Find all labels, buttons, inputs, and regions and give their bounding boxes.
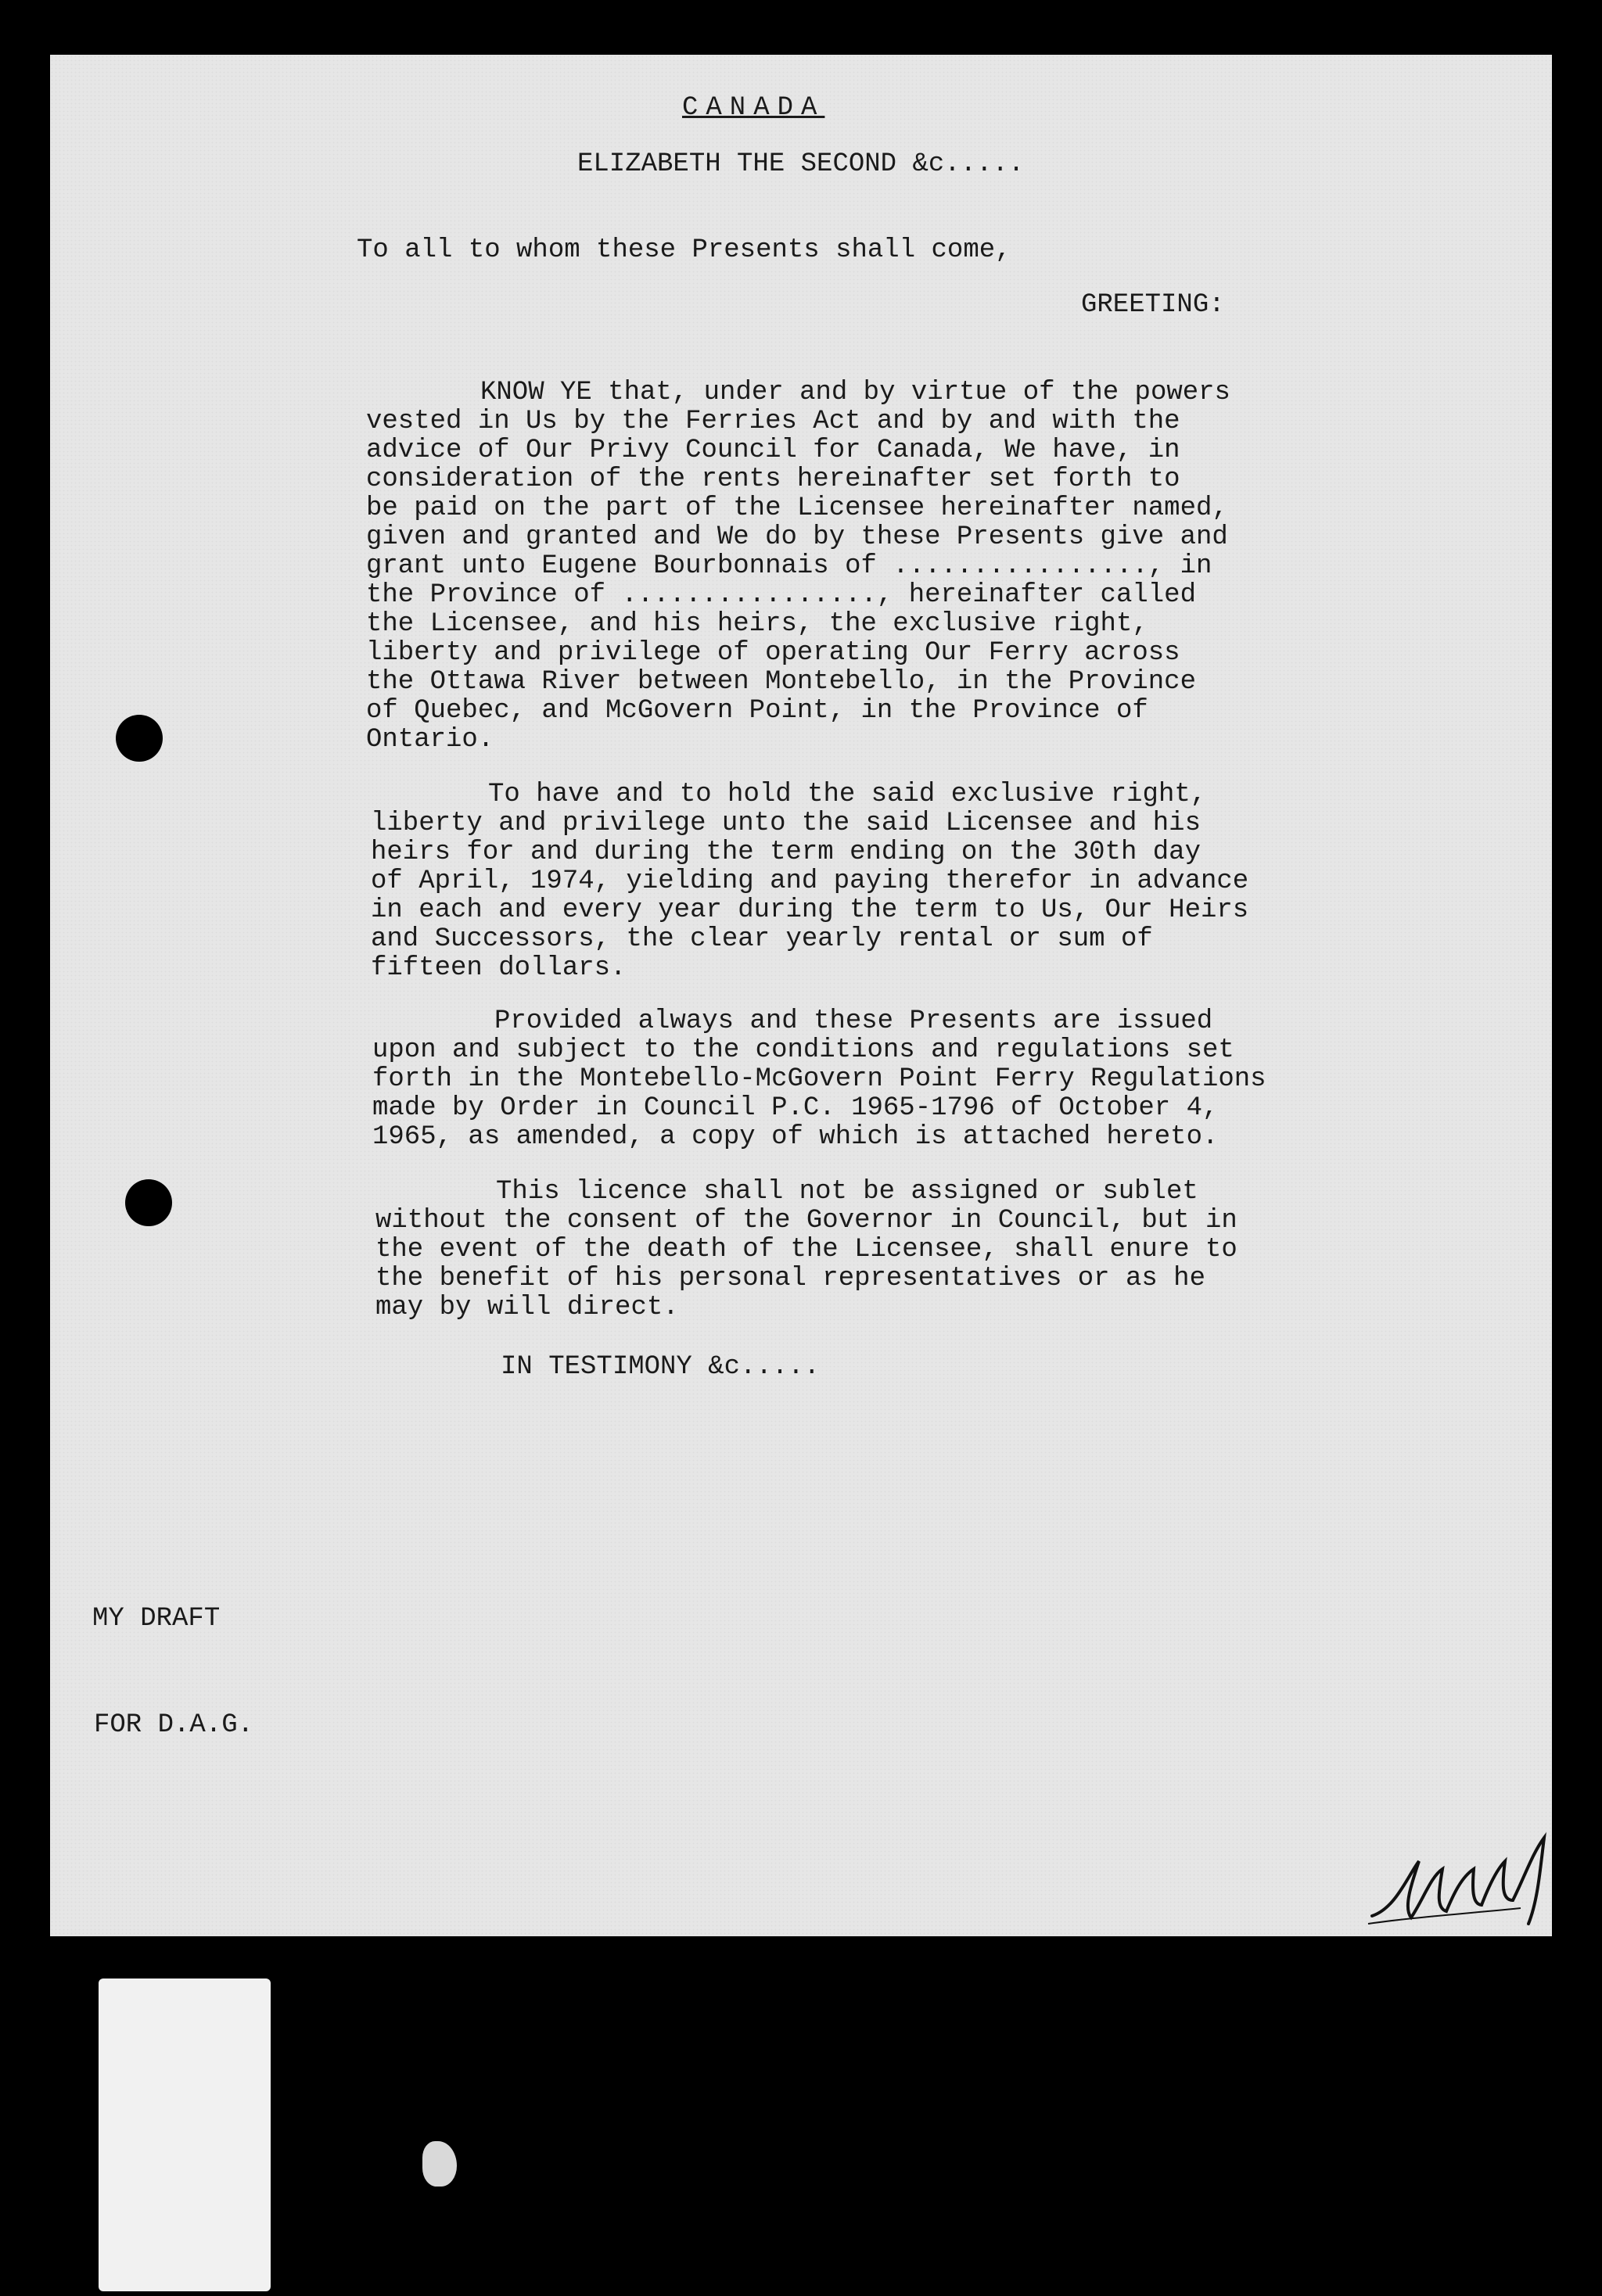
paragraph-line: be paid on the part of the Licensee hereinafter named, <box>366 493 1228 523</box>
paragraph-line: This licence shall not be assigned or sublet <box>496 1177 1198 1207</box>
paragraph-line: the benefit of his personal representatives or as he <box>375 1264 1205 1293</box>
paragraph-line: in each and every year during the term to Us, Our Heirs <box>371 895 1249 925</box>
salutation: To all to whom these Presents shall come, <box>357 235 1011 265</box>
punch-hole-upper <box>116 715 163 762</box>
paragraph-line: made by Order in Council P.C. 1965-1796 of October 4, <box>372 1093 1219 1123</box>
paragraph-line: heirs for and during the term ending on the 30th day <box>371 838 1201 867</box>
paragraph-line: the Ottawa River between Montebello, in the Province <box>366 667 1196 697</box>
paragraph-line: Provided always and these Presents are issued <box>494 1006 1213 1036</box>
paragraph-line: liberty and privilege of operating Our Ferry across <box>366 638 1180 668</box>
paragraph-line: grant unto Eugene Bourbonnais of ................, in <box>366 551 1212 581</box>
paragraph-line: and Successors, the clear yearly rental or sum of <box>371 924 1153 954</box>
margin-note-draft: MY DRAFT <box>92 1604 221 1634</box>
paragraph-line: of Quebec, and McGovern Point, in the Province of <box>366 696 1148 726</box>
greeting: GREETING: <box>1081 290 1225 320</box>
paragraph-line: advice of Our Privy Council for Canada, We have, in <box>366 436 1180 465</box>
signature <box>1364 1830 1568 1947</box>
paragraph-line: the Province of ................, hereinafter called <box>366 580 1196 610</box>
paragraph-line: liberty and privilege unto the said Licensee and his <box>371 809 1201 838</box>
paragraph-line: fifteen dollars. <box>371 953 627 983</box>
document-page <box>50 55 1552 1936</box>
paragraph-line: may by will direct. <box>375 1293 679 1322</box>
paragraph-line: forth in the Montebello-McGovern Point Ferry Regulations <box>372 1064 1266 1094</box>
document-subtitle: ELIZABETH THE SECOND &c..... <box>577 149 1025 179</box>
document-title: CANADA <box>682 93 825 123</box>
paragraph-line: without the consent of the Governor in Council, but in <box>375 1206 1237 1236</box>
closing-testimony: IN TESTIMONY &c..... <box>501 1352 821 1382</box>
paragraph-line: 1965, as amended, a copy of which is attached hereto. <box>372 1122 1219 1152</box>
paragraph-line: vested in Us by the Ferries Act and by and with the <box>366 407 1180 436</box>
film-speck <box>422 2141 457 2187</box>
margin-note-for: FOR D.A.G. <box>94 1710 254 1740</box>
paragraph-line: Ontario. <box>366 725 494 755</box>
paragraph-line: consideration of the rents hereinafter set forth to <box>366 465 1180 494</box>
paragraph-line: To have and to hold the said exclusive right, <box>488 780 1207 809</box>
paragraph-line: given and granted and We do by these Presents give and <box>366 522 1228 552</box>
paragraph-line: KNOW YE that, under and by virtue of the powers <box>480 378 1230 407</box>
paragraph-line: the Licensee, and his heirs, the exclusive right, <box>366 609 1148 639</box>
paragraph-line: of April, 1974, yielding and paying therefor in advance <box>371 866 1249 896</box>
film-tab <box>99 1979 271 2291</box>
paragraph-line: upon and subject to the conditions and regulations set <box>372 1035 1234 1065</box>
punch-hole-lower <box>125 1179 172 1226</box>
paragraph-line: the event of the death of the Licensee, shall enure to <box>375 1235 1237 1265</box>
